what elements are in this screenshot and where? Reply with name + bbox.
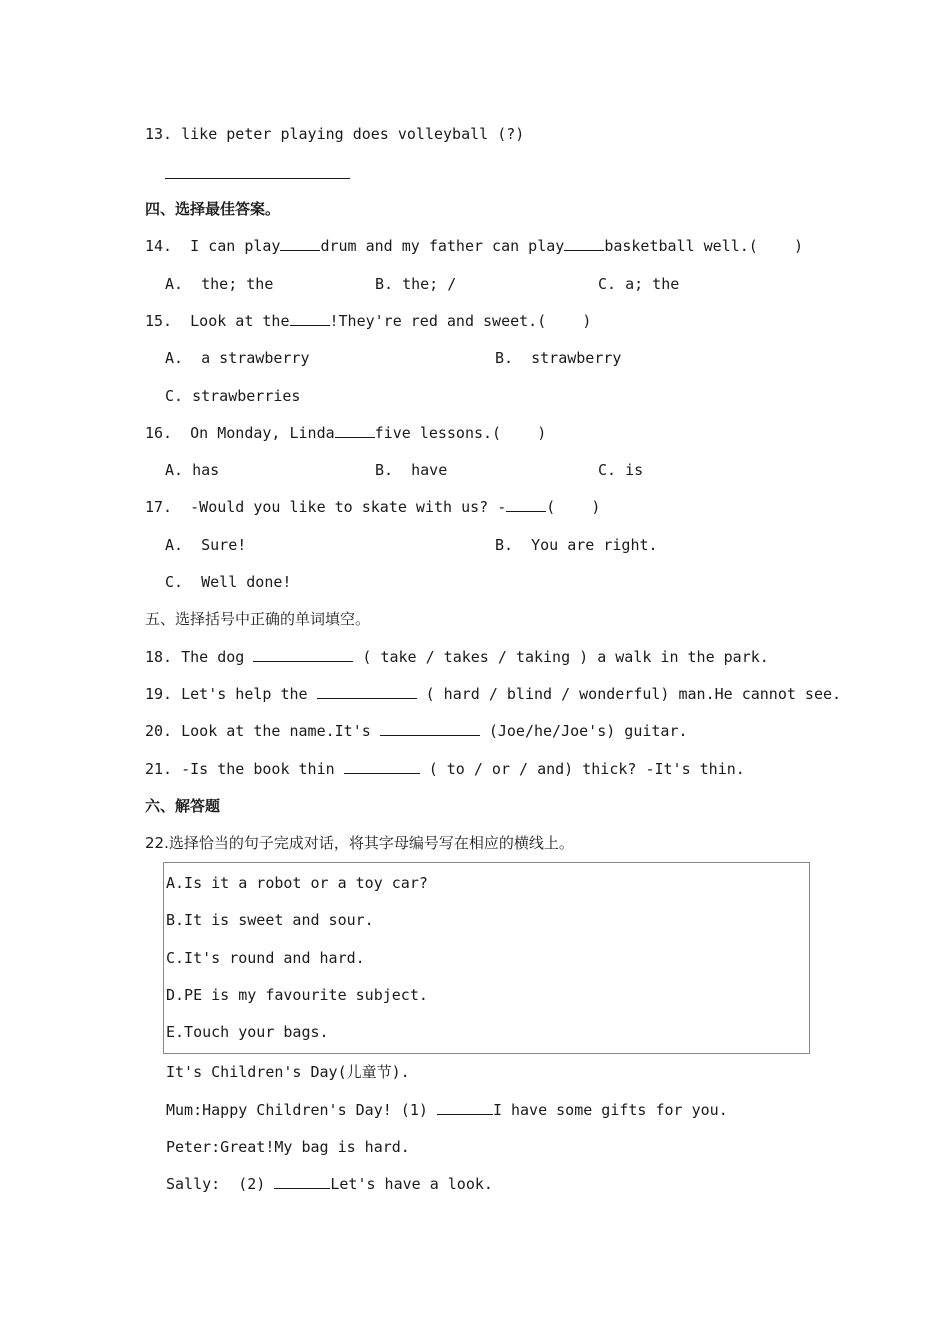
dialogue-mum-part: Mum:Happy Children's Day! (1) bbox=[166, 1101, 437, 1119]
q14-stem-part: drum and my father can play bbox=[320, 237, 565, 255]
dialogue-sally-part: Let's have a look. bbox=[330, 1175, 493, 1193]
question-15 bbox=[145, 311, 591, 331]
q14-stem-part: basketball well.( ) bbox=[604, 237, 803, 255]
dialogue-intro: It's Children's Day(儿童节). bbox=[166, 1063, 410, 1081]
q19-blank[interactable] bbox=[317, 684, 417, 699]
answer-line-13[interactable] bbox=[165, 178, 350, 179]
q22-option-b: B.It is sweet and sour. bbox=[166, 911, 374, 929]
q20-text-part: 20. Look at the name.It's bbox=[145, 722, 380, 740]
dialogue-mum bbox=[166, 1100, 728, 1120]
q18-text-part: 18. The dog bbox=[145, 648, 254, 666]
dialogue-blank-2[interactable] bbox=[274, 1174, 330, 1189]
q14-stem-part: 14. I can play bbox=[145, 237, 281, 255]
q19-text-part: ( hard / blind / wonderful) man.He cannot see. bbox=[416, 685, 842, 703]
q14-option-a[interactable]: A. the; the bbox=[165, 275, 274, 293]
q14-blank-2[interactable] bbox=[564, 236, 604, 251]
q16-option-c[interactable]: C. is bbox=[598, 461, 644, 479]
dialogue-blank-1[interactable] bbox=[437, 1100, 493, 1115]
q15-option-c[interactable]: C. strawberries bbox=[165, 387, 301, 405]
q21-blank[interactable] bbox=[344, 759, 420, 774]
q17-option-b[interactable]: B. You are right. bbox=[495, 536, 658, 554]
dialogue-mum-part: I have some gifts for you. bbox=[492, 1101, 728, 1119]
q17-option-a[interactable]: A. Sure! bbox=[165, 536, 247, 554]
q14-option-c[interactable]: C. a; the bbox=[598, 275, 680, 293]
question-17 bbox=[145, 497, 600, 517]
q16-stem-part: five lessons.( ) bbox=[374, 424, 547, 442]
q22-option-e: E.Touch your bags. bbox=[166, 1023, 329, 1041]
q17-stem-part: ( ) bbox=[546, 498, 601, 516]
question-21 bbox=[145, 759, 745, 779]
q19-text-part: 19. Let's help the bbox=[145, 685, 317, 703]
question-20 bbox=[145, 721, 688, 741]
question-22-prompt: 22.选择恰当的句子完成对话，将其字母编号写在相应的横线上。 bbox=[145, 834, 574, 852]
q18-blank[interactable] bbox=[253, 647, 353, 662]
dialogue-sally-part: Sally: (2) bbox=[166, 1175, 275, 1193]
q21-text-part: ( to / or / and) thick? -It's thin. bbox=[419, 760, 745, 778]
q16-option-a[interactable]: A. has bbox=[165, 461, 220, 479]
q15-option-a[interactable]: A. a strawberry bbox=[165, 349, 310, 367]
q17-blank[interactable] bbox=[506, 497, 546, 512]
q15-option-b[interactable]: B. strawberry bbox=[495, 349, 622, 367]
q22-option-d: D.PE is my favourite subject. bbox=[166, 986, 428, 1004]
q20-blank[interactable] bbox=[380, 721, 480, 736]
question-14 bbox=[145, 236, 803, 256]
q14-option-b[interactable]: B. the; / bbox=[375, 275, 457, 293]
q22-option-a: A.Is it a robot or a toy car? bbox=[166, 874, 428, 892]
section-4-title: 四、选择最佳答案。 bbox=[145, 200, 281, 218]
q18-text-part: ( take / takes / taking ) a walk in the park. bbox=[353, 648, 769, 666]
dialogue-peter: Peter:Great!My bag is hard. bbox=[166, 1138, 410, 1156]
dialogue-sally bbox=[166, 1174, 493, 1194]
section-6-title: 六、解答题 bbox=[145, 797, 221, 815]
q20-text-part: (Joe/he/Joe's) guitar. bbox=[479, 722, 688, 740]
q15-blank[interactable] bbox=[290, 311, 330, 326]
q17-option-c[interactable]: C. Well done! bbox=[165, 573, 292, 591]
q15-stem-part: 15. Look at the bbox=[145, 312, 290, 330]
q22-option-c: C.It's round and hard. bbox=[166, 949, 365, 967]
question-19 bbox=[145, 684, 841, 704]
q16-blank[interactable] bbox=[335, 423, 375, 438]
question-18 bbox=[145, 647, 769, 667]
q16-option-b[interactable]: B. have bbox=[375, 461, 448, 479]
section-5-title: 五、选择括号中正确的单词填空。 bbox=[145, 610, 371, 628]
q15-stem-part: !They're red and sweet.( ) bbox=[329, 312, 592, 330]
question-13: 13. like peter playing does volleyball (?) bbox=[145, 125, 525, 143]
question-16 bbox=[145, 423, 546, 443]
q21-text-part: 21. -Is the book thin bbox=[145, 760, 344, 778]
q14-blank-1[interactable] bbox=[280, 236, 320, 251]
q17-stem-part: 17. -Would you like to skate with us? - bbox=[145, 498, 507, 516]
q16-stem-part: 16. On Monday, Linda bbox=[145, 424, 335, 442]
